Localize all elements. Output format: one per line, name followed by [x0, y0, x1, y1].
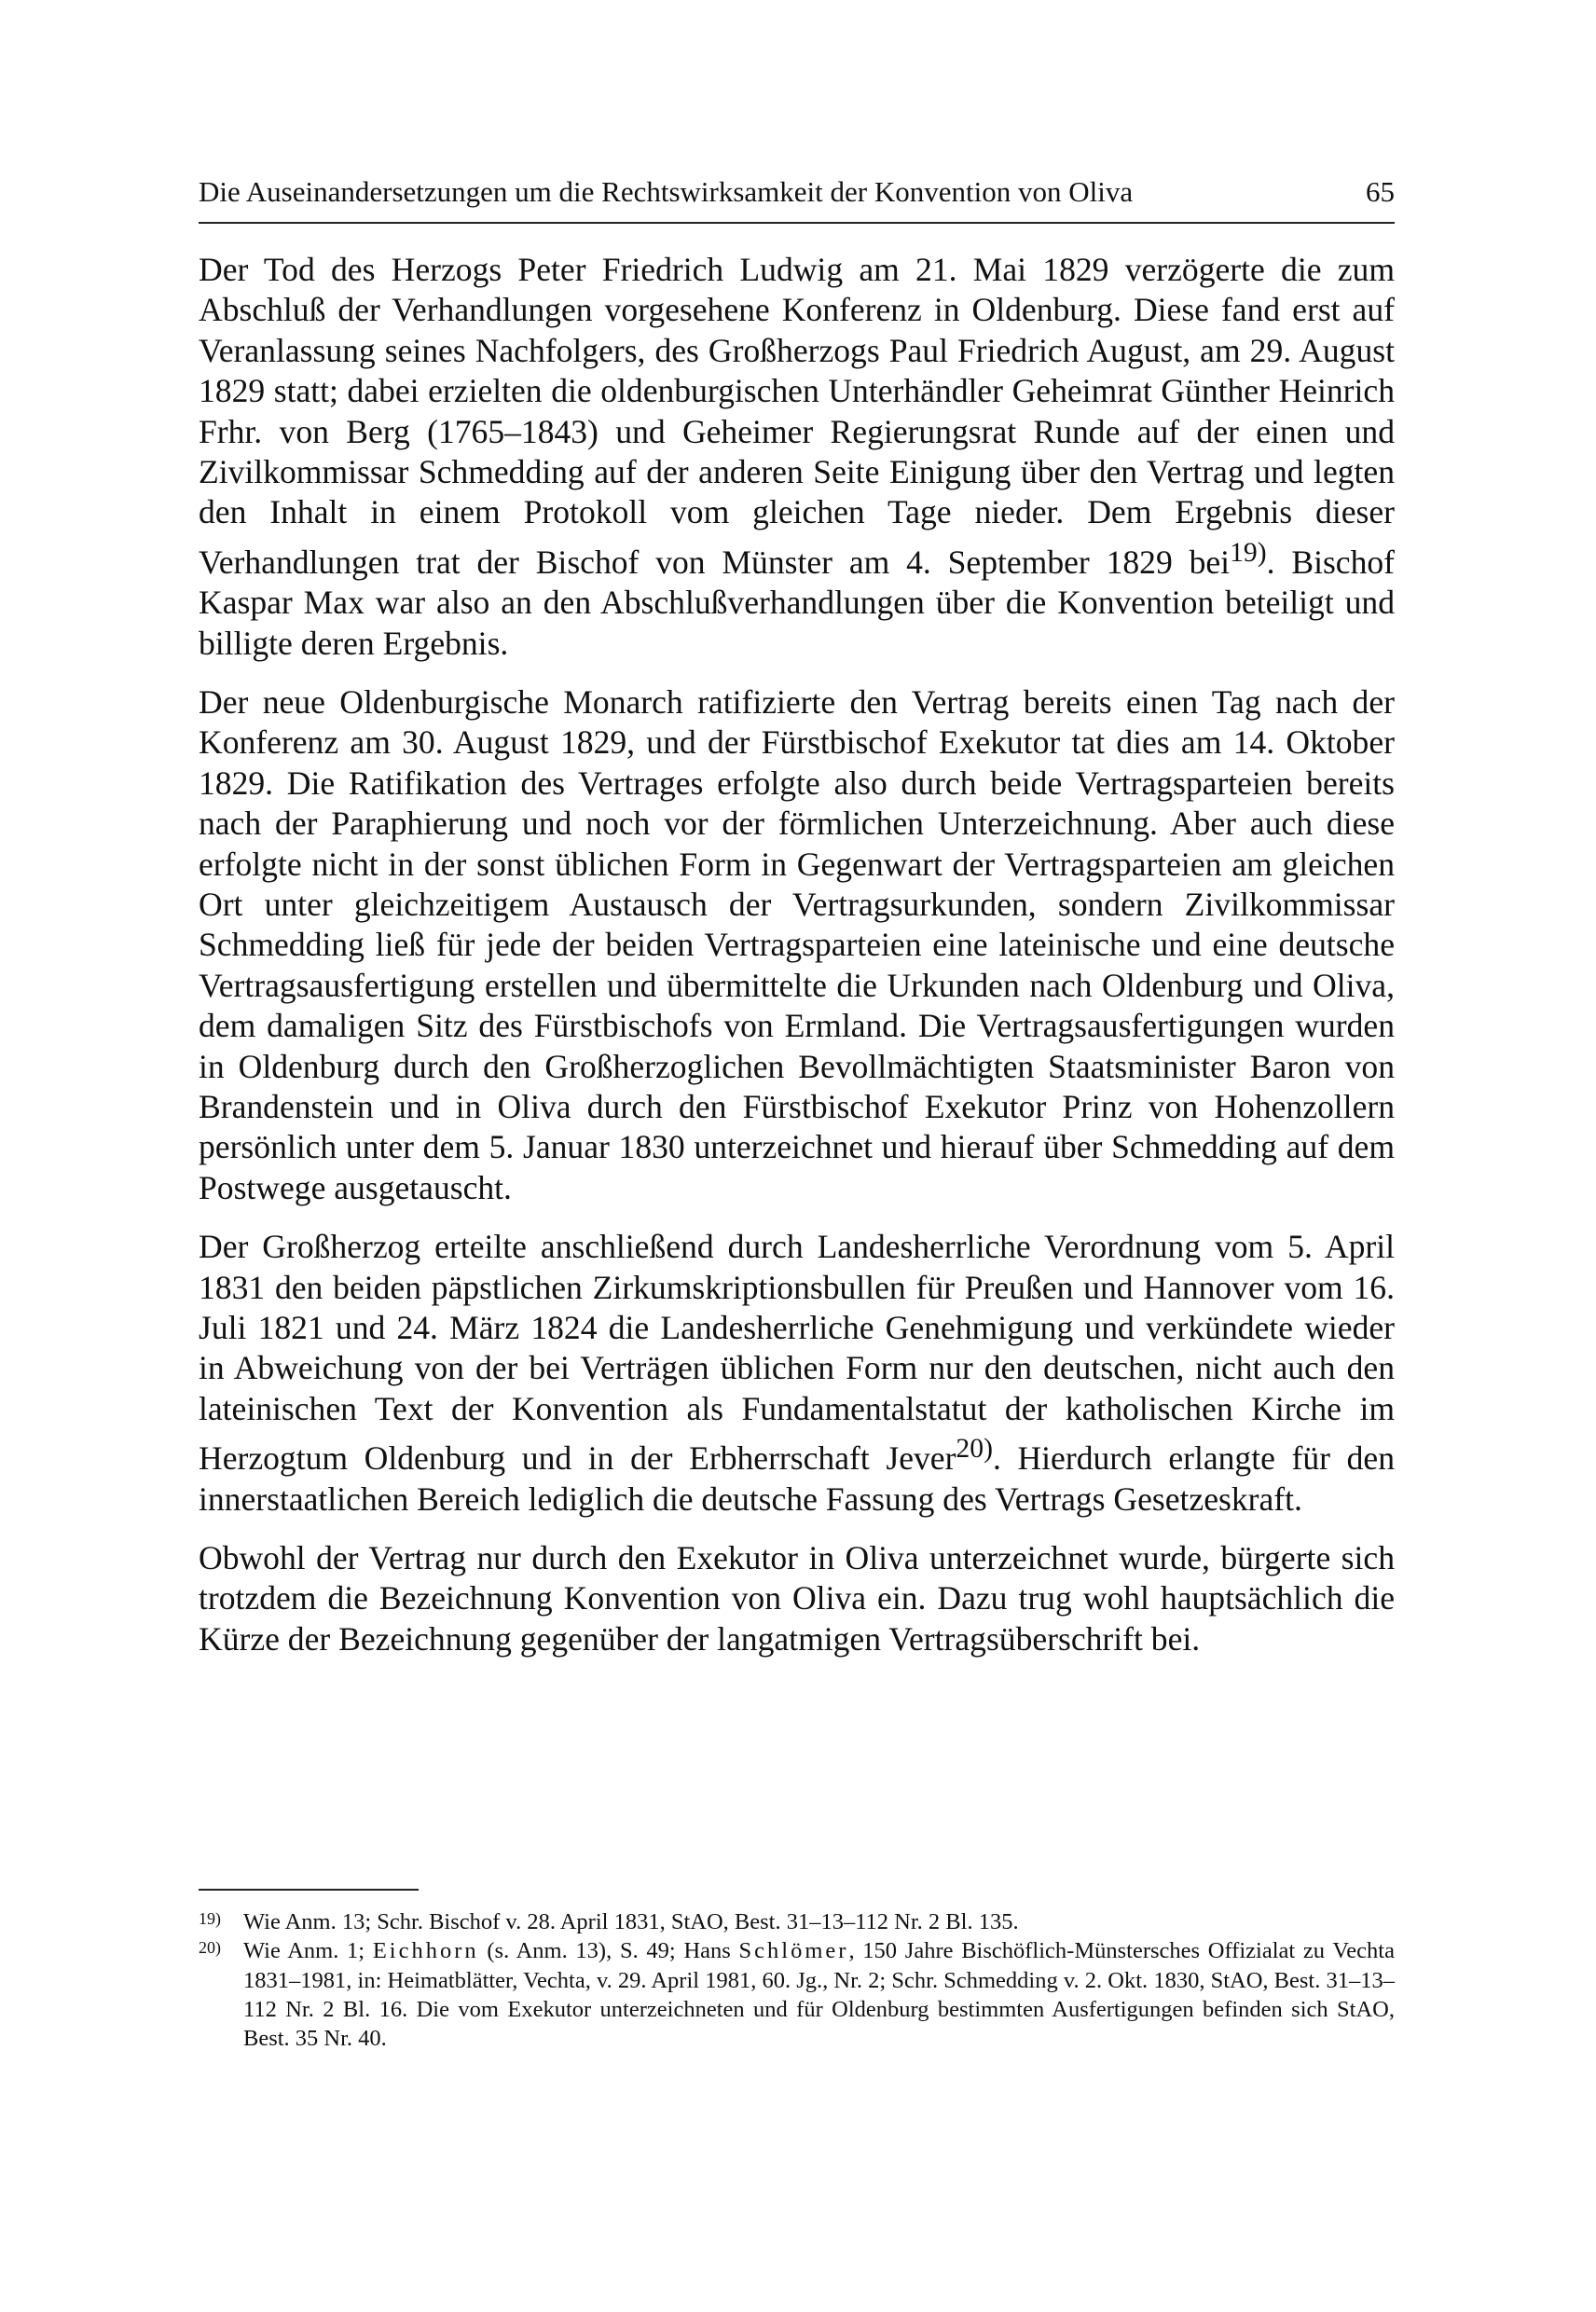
author-name-eichhorn: Eichhorn — [372, 1938, 479, 1964]
author-name-schloemer: Schlömer — [738, 1938, 849, 1964]
running-header-title: Die Auseinandersetzungen um die Rechtswirksamkeit der Konvention von Oliva — [199, 175, 1134, 208]
paragraph-3 — [199, 1227, 1395, 1520]
paragraph-text: Der Großherzog erteilte anschließend durch Landesherrliche Verordnung vom 5. April 1831 den beiden päpstlichen Zirkumskriptionsbullen für Preußen und Hannover vom 16. Juli 1821 und 24. März 1824 die Landesherrliche Genehmigung und verkündete wieder in Abweichung von der bei Verträgen üblichen Form nur den deutschen, nicht auch den lateinischen Text der Konvention als Fundamentalstatut der katholischen Kirche im Herzogtum Oldenburg und in der Erbherrschaft Jever — [199, 1228, 1395, 1478]
paragraph-text-continued: . Bischof Kaspar Max war also an den Abschlußverhandlungen über die Konvention beteiligt und billigte deren Ergebnis. — [199, 543, 1396, 662]
footnotes — [199, 1907, 1395, 2053]
main-text — [199, 250, 1395, 1678]
paragraph-text: Der neue Oldenburgische Monarch ratifizierte den Vertrag bereits einen Tag nach der Konferenz am 30. August 1829, und der Fürstbischof Exekutor tat dies am 14. Oktober 1829. Die Ratifikation des Vertrages erfolgte also durch beide Vertragsparteien bereits nach der Paraphierung und noch vor der förmlichen Unterzeichnung. Aber auch diese erfolgte nicht in der sonst üblichen Form in Gegenwart der Vertragsparteien am gleichen Ort unter gleichzeitigem Austausch der Vertragsurkunden, sondern Zivilkommissar Schmedding ließ für jede der beiden Vertragsparteien eine lateinische und eine deutsche Vertragsausfertigung erstellen und übermittelte die Urkunden nach Oldenburg und Oliva, dem damaligen Sitz des Fürstbischofs von Ermland. Die Vertragsausfertigungen wurden in Oldenburg durch den Großherzoglichen Bevollmächtigten Staatsminister Baron von Brandenstein und in Oliva durch den Fürstbischof Exekutor Prinz von Hohenzollern persönlich unter dem 5. Januar 1830 unterzeichnet und hierauf über Schmedding auf dem Postwege ausgetauscht. — [199, 682, 1395, 1206]
paragraph-text: Der Tod des Herzogs Peter Friedrich Ludwig am 21. Mai 1829 verzögerte die zum Abschluß der Verhandlungen vorgesehene Konferenz in Oldenburg. Diese fand erst auf Veranlassung seines Nachfolgers, des Großherzogs Paul Friedrich August, am 29. August 1829 statt; dabei erzielten die oldenburgischen Unterhändler Geheimrat Günther Heinrich Frhr. von Berg (1765–1843) und Geheimer Regierungsrat Runde auf der einen und Zivilkommissar Schmedding auf der anderen Seite Einigung über den Vertrag und legten den Inhalt in einem Protokoll vom gleichen Tage nieder. Dem Ergebnis dieser Verhandlungen trat der Bischof von Münster am 4. September 1829 bei — [199, 251, 1395, 581]
paragraph-text: Obwohl der Vertrag nur durch den Exekutor in Oliva unterzeichnet wurde, bürgerte sich trotzdem die Bezeichnung Konvention von Oliva ein. Dazu trug wohl hauptsächlich die Kürze der Bezeichnung gegenüber der langatmigen Vertragsüberschrift bei. — [199, 1538, 1395, 1658]
paragraph-text-continued: . Hierdurch erlangte für den innerstaatlichen Bereich lediglich die deutsche Fassung des Vertrags Gesetzeskraft. — [199, 1439, 1395, 1518]
paragraph-2 — [199, 682, 1395, 1208]
header-rule — [199, 222, 1395, 224]
footnote-reference-20: 20) — [956, 1434, 993, 1465]
footnote-text: (s. Anm. 13), S. 49; Hans — [478, 1938, 739, 1964]
footnote-20 — [199, 1936, 1395, 2053]
paragraph-1 — [199, 250, 1395, 664]
footnote-text: Wie Anm. 13; Schr. Bischof v. 28. April 1831, StAO, Best. 31–13–112 Nr. 2 Bl. 135. — [243, 1909, 1019, 1934]
footnote-rule — [199, 1889, 419, 1891]
footnote-mark: 19) — [199, 1909, 221, 1928]
running-header — [199, 173, 1395, 211]
paragraph-4 — [199, 1538, 1395, 1659]
footnote-19 — [199, 1907, 1395, 1936]
footnote-mark: 20) — [199, 1938, 221, 1958]
footnote-text: , 150 Jahre Bischöflich-Münstersches Offizialat zu Vechta 1831–1981, in: Heimatblätter, Vechta, v. 29. April 1981, 60. Jg., Nr. 2; Schr. Schmedding v. 2. Okt. 1830, StAO, Best. 31–13–112 Nr. 2 Bl. 16. Die vom Exekutor unterzeichneten und für Oldenburg bestimmten Ausfertigungen befinden sich StAO, Best. 35 Nr. 40. — [243, 1938, 1395, 2052]
page-number: 65 — [1366, 175, 1395, 208]
footnote-reference-19: 19) — [1230, 537, 1267, 568]
footnote-text: Wie Anm. 1; — [243, 1938, 373, 1964]
